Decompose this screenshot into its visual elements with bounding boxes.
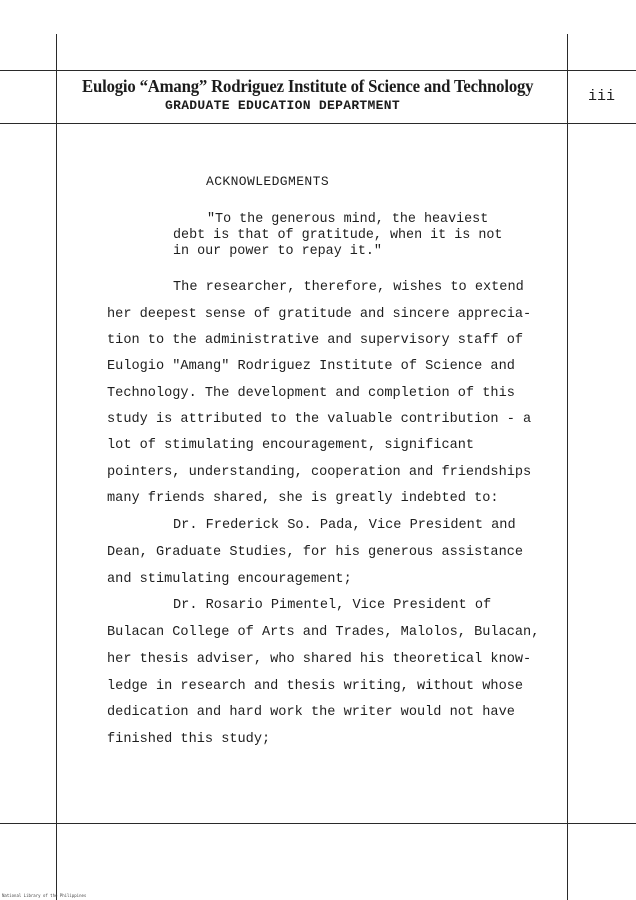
body-line: lot of stimulating encouragement, significant <box>107 438 475 453</box>
body-line: Dr. Rosario Pimentel, Vice President of <box>173 598 492 613</box>
body-line: study is attributed to the valuable contribution - a <box>107 412 532 427</box>
header-bottom-rule <box>0 123 636 124</box>
body-line: many friends shared, she is greatly indebted to: <box>107 491 499 506</box>
header-top-rule <box>0 70 636 71</box>
body-line: her deepest sense of gratitude and sincere apprecia- <box>107 307 532 322</box>
left-margin-rule <box>56 34 57 900</box>
body-line: tion to the administrative and supervisory staff of <box>107 333 524 348</box>
body-line: Dean, Graduate Studies, for his generous assistance <box>107 545 524 560</box>
body-line: Technology. The development and completion of this <box>107 386 515 401</box>
epigraph-line: "To the generous mind, the heaviest <box>207 212 489 227</box>
epigraph-line: in our power to repay it." <box>173 244 382 259</box>
body-line: pointers, understanding, cooperation and friendships <box>107 465 532 480</box>
body-line: finished this study; <box>107 732 271 747</box>
institution-name: Eulogio “Amang” Rodriguez Institute of Science and Technology <box>82 76 534 96</box>
footer-rule <box>0 823 636 824</box>
scan-footer-note: National Library of the Philippines <box>2 893 87 898</box>
page-number: iii <box>588 88 616 105</box>
section-heading: ACKNOWLEDGMENTS <box>206 174 330 189</box>
right-margin-rule <box>567 34 568 900</box>
body-line: her thesis adviser, who shared his theoretical know- <box>107 652 532 667</box>
body-line: dedication and hard work the writer would not have <box>107 705 515 720</box>
department-name: GRADUATE EDUCATION DEPARTMENT <box>165 98 400 113</box>
epigraph-line: debt is that of gratitude, when it is not <box>173 228 503 243</box>
body-line: and stimulating encouragement; <box>107 572 352 587</box>
body-line: Bulacan College of Arts and Trades, Malolos, Bulacan, <box>107 625 540 640</box>
body-line: ledge in research and thesis writing, without whose <box>107 679 524 694</box>
body-line: Eulogio "Amang" Rodriguez Institute of Science and <box>107 359 515 374</box>
body-line: Dr. Frederick So. Pada, Vice President and <box>173 518 516 533</box>
body-line: The researcher, therefore, wishes to extend <box>173 280 524 295</box>
